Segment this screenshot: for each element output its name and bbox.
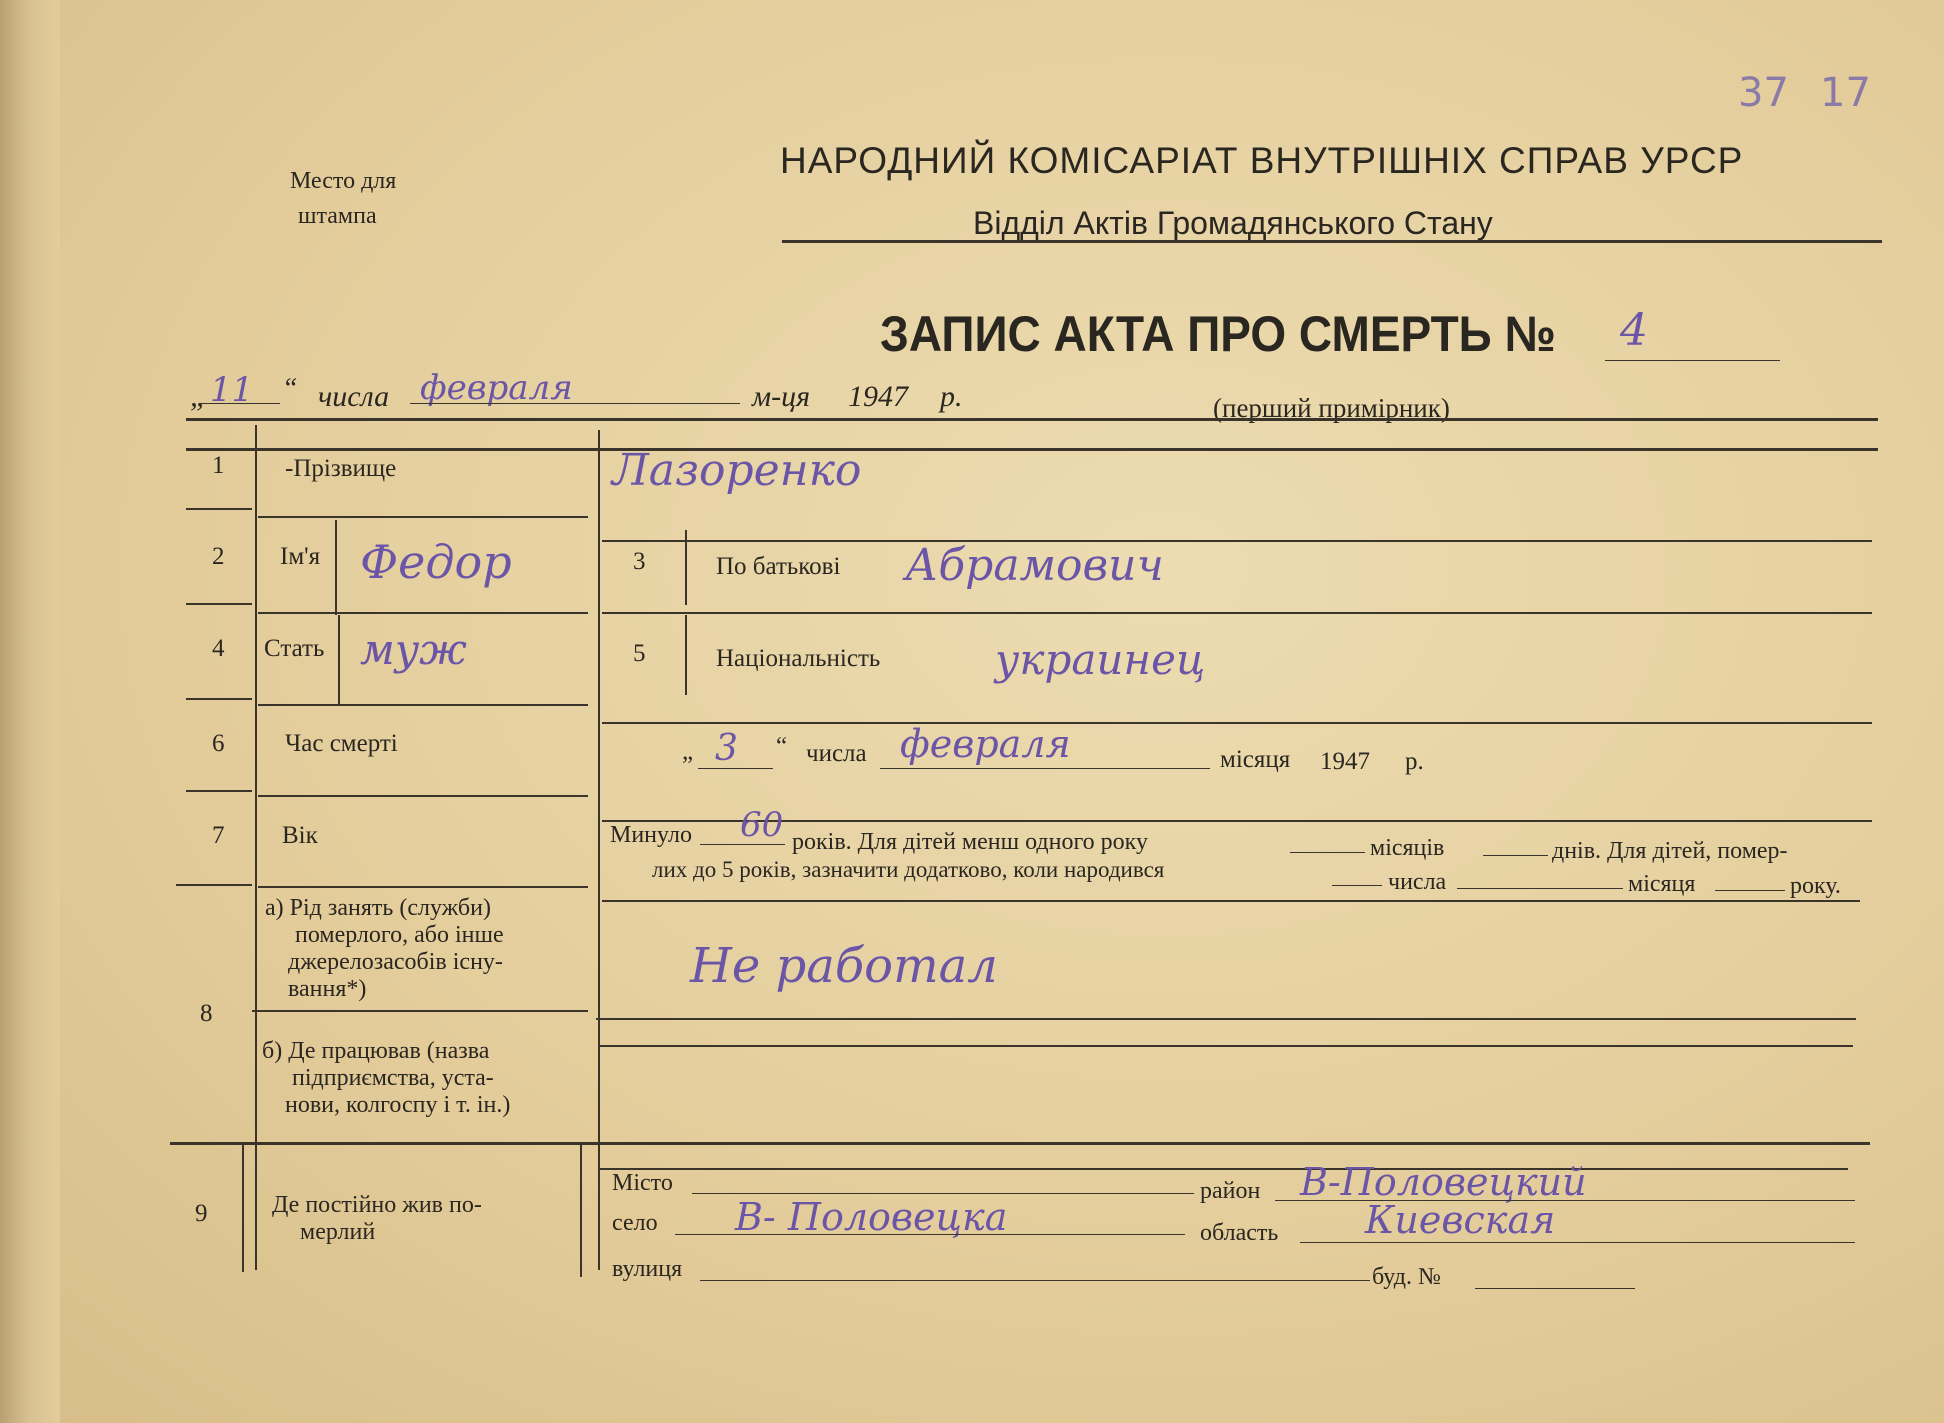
occupation-label-2: померлого, або інше (295, 922, 504, 948)
registration-month: февраля (420, 368, 573, 408)
row3-num: 3 (633, 548, 646, 575)
occupation-label-1: а) Рід занять (служби) (265, 895, 491, 921)
row1-num: 1 (212, 452, 225, 479)
row6-num: 6 (212, 730, 225, 757)
patronymic-divider (685, 530, 687, 605)
row7-num: 7 (212, 822, 225, 849)
month-underline (410, 403, 740, 404)
row1-label-rule (258, 516, 588, 518)
stamp-label-line1: Место для (290, 168, 397, 194)
date-quote-close: “ (282, 373, 298, 404)
workplace-value-rule (598, 1045, 1853, 1047)
age-days-underline (1483, 855, 1548, 856)
sex-label: Стать (264, 635, 325, 662)
date-quote-open: „ (190, 380, 207, 413)
ministry-title: НАРОДНИЙ КОМІСАРІАТ ВНУТРІШНІХ СПРАВ УРСР (780, 140, 1744, 181)
death-chysla-label: числа (806, 740, 867, 767)
row4-num-rule (186, 698, 252, 700)
village-label: село (612, 1210, 658, 1236)
raion-value: В-Половецкий (1300, 1160, 1587, 1204)
residence-label-1: Де постійно жив по- (272, 1192, 482, 1218)
age-line2-b: числа (1388, 869, 1447, 895)
village-underline (675, 1234, 1185, 1235)
age-years-value: 60 (740, 805, 784, 845)
raion-underline (1275, 1200, 1855, 1201)
patronymic-value: Абрамович (905, 540, 1164, 591)
row2-label-rule (258, 612, 588, 614)
age-born-year-underline (1715, 890, 1785, 891)
record-number: 4 (1620, 305, 1648, 356)
city-label: Місто (612, 1170, 673, 1196)
building-underline (1475, 1288, 1635, 1289)
age-born-day-underline (1332, 885, 1382, 886)
row2-value-rule (602, 612, 1872, 614)
row8-bottom-rule (170, 1142, 1870, 1145)
row7-label-rule (258, 886, 588, 888)
surname-label: -Прізвище (285, 455, 397, 482)
workplace-label-2: підприємства, уста- (292, 1065, 494, 1091)
chysla-label: числа (318, 380, 390, 413)
age-label: Вік (282, 822, 318, 849)
registration-year: 1947 (848, 380, 908, 413)
death-quote-close: “ (776, 733, 788, 760)
raion-label: район (1200, 1178, 1261, 1204)
row6-value-rule (602, 820, 1872, 822)
row6-label-rule (258, 795, 588, 797)
row9-top-rule (598, 1168, 1848, 1170)
age-text-a: років. Для дітей менш одного року (792, 829, 1149, 855)
copy-label: (перший примірник) (1213, 393, 1450, 423)
table-top-rule (186, 418, 1878, 421)
header-rule (782, 240, 1882, 243)
oblast-label: область (1200, 1220, 1279, 1246)
row1-value-rule (602, 540, 1872, 542)
sex-divider (338, 615, 340, 705)
surname-value: Лазоренко (612, 445, 862, 496)
age-line2-c: місяця (1628, 871, 1696, 897)
table-top-rule-2 (186, 448, 1878, 451)
city-underline (692, 1193, 1194, 1194)
name-divider (335, 520, 337, 615)
death-year-r: р. (1405, 748, 1424, 775)
death-misiatsia-label: місяця (1220, 746, 1291, 773)
death-time-label: Час смерті (285, 730, 398, 757)
building-label: буд. № (1372, 1264, 1441, 1290)
row4-num: 4 (212, 635, 225, 662)
death-quote-open: „ (682, 738, 694, 765)
row1-num-rule (186, 508, 252, 510)
occupation-label-4: вання*) (288, 976, 367, 1002)
record-number-underline (1605, 360, 1780, 361)
day-underline (200, 403, 280, 404)
oblast-underline (1300, 1242, 1855, 1243)
row6-num-rule (186, 790, 252, 792)
paper-edge (0, 0, 60, 1423)
name-label: Ім'я (280, 543, 321, 570)
nationality-label: Національність (716, 645, 881, 672)
occupation-label-3: джерелозасобів існу- (288, 949, 503, 975)
age-years-underline (700, 844, 785, 845)
patronymic-label: По батькові (716, 553, 841, 580)
death-year: 1947 (1320, 748, 1370, 775)
street-underline (700, 1280, 1370, 1281)
year-r-label: р. (940, 380, 963, 413)
workplace-label-3: нови, колгоспу і т. ін.) (285, 1092, 511, 1118)
death-day-underline (698, 768, 773, 769)
row2-num-rule (186, 603, 252, 605)
residence-label-2: мерлий (300, 1219, 376, 1245)
death-month: февраля (900, 722, 1071, 766)
mynulo-label: Минуло (610, 822, 692, 848)
nationality-divider (685, 615, 687, 695)
age-born-month-underline (1457, 888, 1623, 889)
occupation-label-rule (252, 1010, 588, 1012)
document-title: ЗАПИС АКТА ПРО СМЕРТЬ № (880, 306, 1556, 362)
age-text-b: місяців (1370, 835, 1445, 861)
name-value: Федор (360, 535, 512, 589)
village-value: В- Половецка (735, 1195, 1008, 1239)
department-title: Відділ Актів Громадянського Стану (973, 205, 1493, 241)
row5-num: 5 (633, 640, 646, 667)
mtsia-label: м-ця (752, 380, 811, 413)
occupation-value-rule (596, 1018, 1856, 1020)
workplace-label-1: б) Де працював (назва (262, 1038, 490, 1064)
street-label: вулиця (612, 1256, 683, 1282)
row4-value-rule (602, 722, 1872, 724)
row9-num-divider (242, 1142, 244, 1272)
archive-mark-left: 37 (1738, 70, 1789, 116)
death-day: 3 (715, 728, 738, 769)
oblast-value: Киевская (1365, 1198, 1556, 1242)
row7-num-rule (176, 884, 252, 886)
nationality-value: украинец (995, 635, 1206, 684)
row9-label-divider (580, 1142, 582, 1277)
archive-mark-right: 17 (1820, 70, 1871, 116)
row9-num: 9 (195, 1200, 208, 1227)
occupation-value: Не работал (690, 938, 998, 994)
age-line2-d: року. (1790, 873, 1841, 899)
death-month-underline (880, 768, 1210, 769)
row7-value-rule (602, 900, 1860, 902)
sex-value: муж (360, 625, 467, 674)
registration-day: 11 (210, 370, 254, 410)
age-text-c: днів. Для дітей, помер- (1552, 838, 1788, 864)
row8-num: 8 (200, 1000, 213, 1027)
stamp-label-line2: штампа (298, 203, 377, 229)
age-months-underline (1290, 852, 1365, 853)
row4-label-rule (258, 704, 588, 706)
row2-num: 2 (212, 543, 225, 570)
age-line2-a: лих до 5 років, зазначити додатково, коли народився (652, 857, 1165, 882)
